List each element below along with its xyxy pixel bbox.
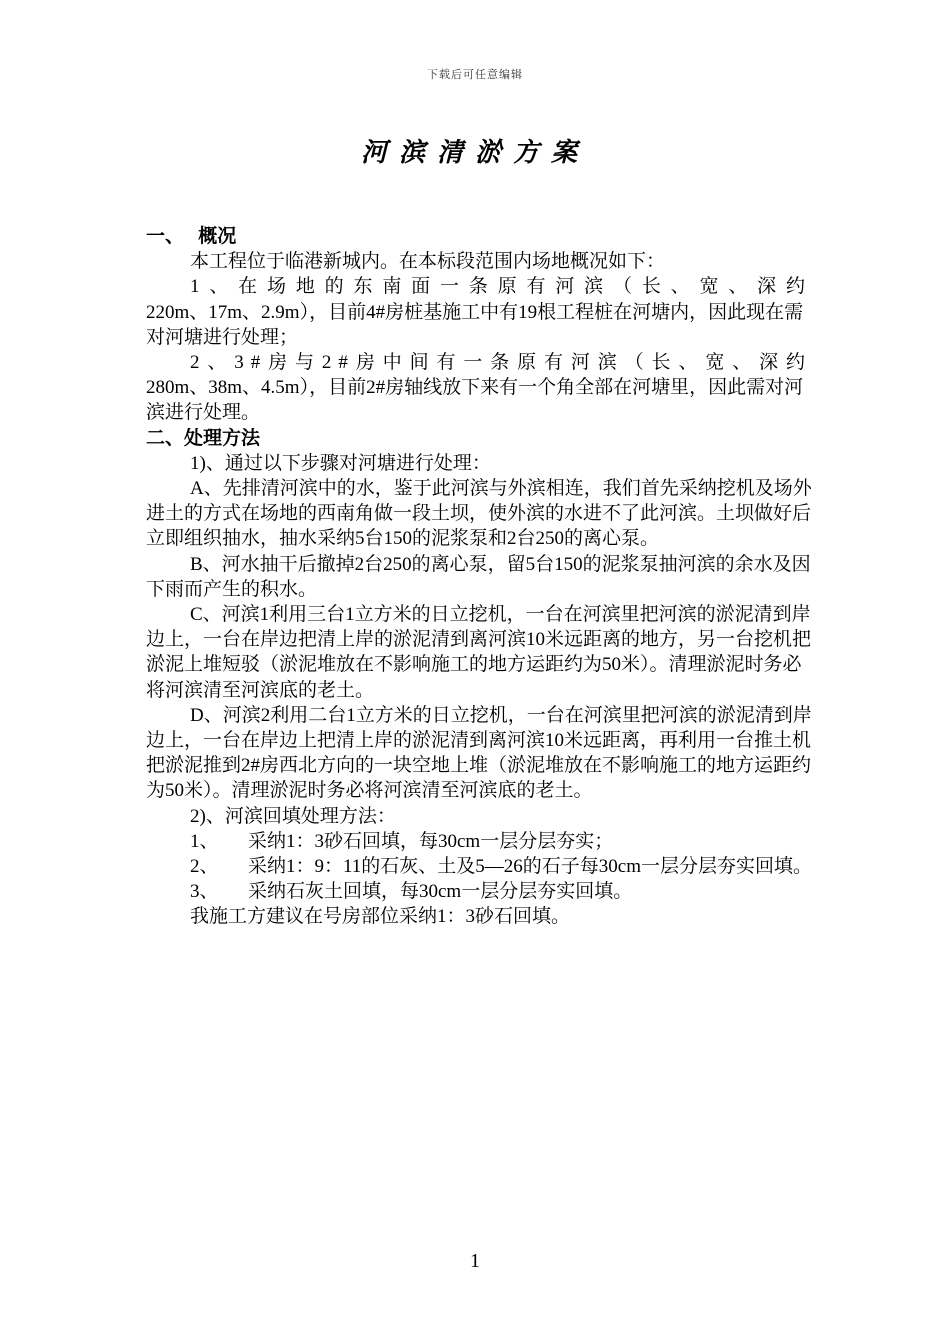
backfill-method-text: 采纳石灰土回填，每30cm一层分层夯实回填。 [248,881,633,903]
backfill-method-number: 2、 [190,856,219,878]
overview-item1-line1: 1、在场地的东南面一条原有河滨（长、宽、深约 [190,276,812,298]
backfill-method-text: 采纳1：9：11的石灰、土及5—26的石子每30cm一层分层夯实回填。 [248,856,813,878]
backfill-method-number: 1、 [190,830,219,852]
header-note: 下载后可任意编辑 [427,69,523,81]
backfill-method-item [146,879,812,904]
backfill-method-number: 3、 [190,881,219,903]
method-step2: 2)、河滨回填处理方法： [190,805,396,827]
document-title: 河滨清淤方案 [360,138,589,167]
method-paragraph-a: A、先排清河滨中的水，鉴于此河滨与外滨相连，我们首先采纳挖机及场外进土的方式在场地的西南角做一段土坝，使外滨的水进不了此河滨。土坝做好后立即组织抽水，抽水采纳5台150的泥浆泵和2台250的离心泵。 [146,478,812,550]
backfill-method-text: 采纳1：3砂石回填，每30cm一层分层夯实； [248,830,614,852]
section-heading-overview: 一、 概况 [146,226,237,247]
construction-suggestion: 我施工方建议在号房部位采纳1：3砂石回填。 [190,906,571,928]
overview-item2-line1: 2、3#房与2#房中间有一条原有河滨（长、宽、深约 [190,352,812,374]
backfill-method-item [146,854,812,879]
document-body [146,224,812,930]
method-paragraph-d: D、河滨2利用二台1立方米的日立挖机，一台在河滨里把河滨的淤泥清到岸边上，一台在岸边上把清上岸的淤泥清到离河滨10米远距离，再利用一台推土机把淤泥推到2#房西北方向的一块空地上堆（淤泥堆放在不影响施工的地方运距约为50米）。清理淤泥时务必将河滨清至河滨底的老土。 [146,704,812,802]
method-paragraph-c: C、河滨1利用三台1立方米的日立挖机，一台在河滨里把河滨的淤泥清到岸边上，一台在岸边把清上岸的淤泥清到离河滨10米远距离的地方，另一台挖机把淤泥上堆短驳（淤泥堆放在不影响施工的地方运距约为50米）。清理淤泥时务必将河滨清至河滨底的老土。 [146,604,812,701]
overview-intro: 本工程位于临港新城内。在本标段范围内场地概况如下： [190,251,666,273]
page-number: 1 [470,1250,480,1272]
backfill-method-item [146,829,812,854]
section-heading-method: 二、处理方法 [146,427,261,449]
method-step1: 1)、通过以下步骤对河塘进行处理： [190,452,491,474]
method-paragraph-b: B、河水抽干后撤掉2台250的离心泵，留5台150的泥浆泵抽河滨的余水及因下雨而产生的积水。 [146,553,811,600]
overview-item2-rest: 280m、38m、4.5m），目前2#房轴线放下来有一个角全部在河塘里，因此需对河滨进行处理。 [146,377,804,424]
overview-item1-rest: 220m、17m、2.9m），目前4#房桩基施工中有19根工程桩在河塘内，因此现在需对河塘进行处理； [146,301,804,348]
